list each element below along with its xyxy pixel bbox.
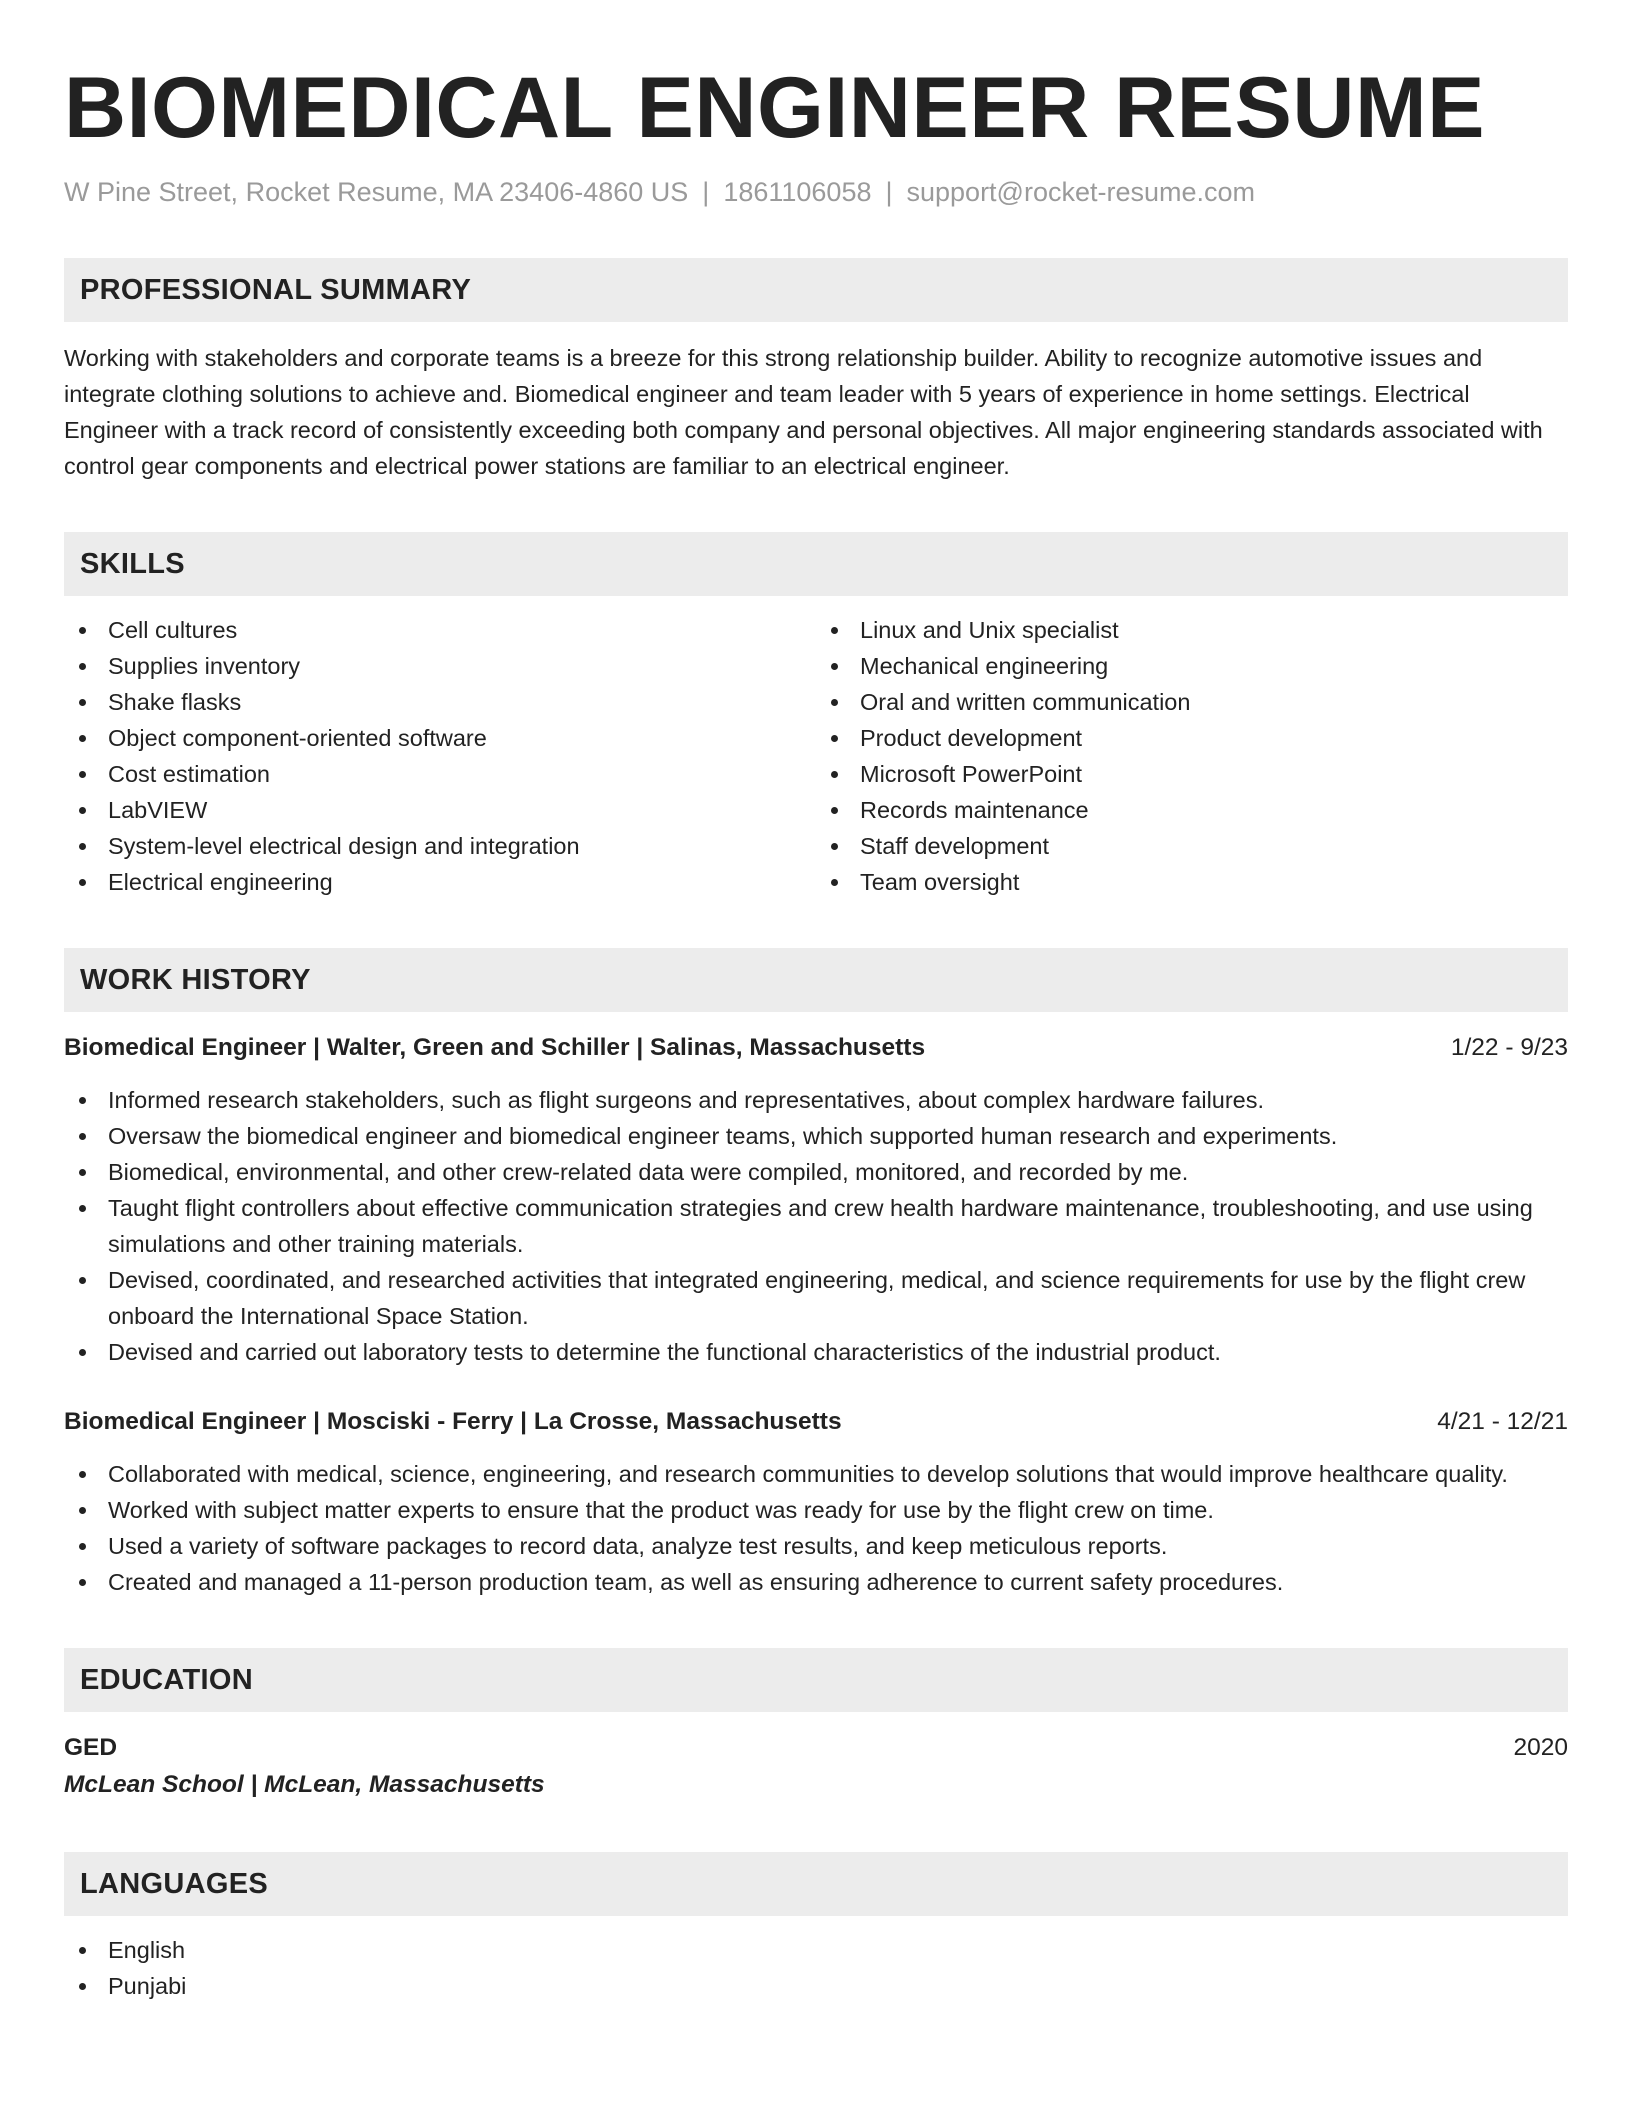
contact-separator: | xyxy=(885,177,893,207)
skill-item: Staff development xyxy=(816,828,1568,864)
job-bullets xyxy=(64,1456,1568,1600)
education-school: McLean School | McLean, Massachusetts xyxy=(64,1771,545,1798)
skill-item: Electrical engineering xyxy=(64,864,816,900)
education-degree: GED xyxy=(64,1734,118,1761)
languages-list xyxy=(64,1932,1568,2004)
section-header-summary xyxy=(64,258,1568,322)
job-bullet: Devised and carried out laboratory tests to determine the functional characteristics of the industrial product. xyxy=(64,1334,1568,1370)
job-header xyxy=(64,1404,1568,1440)
skill-item: Microsoft PowerPoint xyxy=(816,756,1568,792)
skill-item: Linux and Unix specialist xyxy=(816,612,1568,648)
skill-item: Records maintenance xyxy=(816,792,1568,828)
skill-item: Shake flasks xyxy=(64,684,816,720)
job-dates: 1/22 - 9/23 xyxy=(1450,1034,1568,1061)
skills-columns xyxy=(64,612,1568,900)
skill-item: Product development xyxy=(816,720,1568,756)
job-bullet: Devised, coordinated, and researched activities that integrated engineering, medical, and science requirements for use by the flight crew onboard the International Space Station. xyxy=(64,1262,1568,1334)
skill-item: Object component-oriented software xyxy=(64,720,816,756)
job-bullet: Oversaw the biomedical engineer and biomedical engineer teams, which supported human research and experiments. xyxy=(64,1118,1568,1154)
job-dates: 4/21 - 12/21 xyxy=(1437,1408,1568,1435)
section-title: SKILLS xyxy=(80,547,185,580)
section-header-work-history xyxy=(64,948,1568,1012)
job-entry xyxy=(64,1404,1568,1600)
skills-list-right xyxy=(816,612,1568,900)
skill-item: Cell cultures xyxy=(64,612,816,648)
section-header-skills xyxy=(64,532,1568,596)
resume-title: BIOMEDICAL ENGINEER RESUME xyxy=(64,60,1485,156)
job-bullet: Collaborated with medical, science, engineering, and research communities to develop solutions that would improve healthcare quality. xyxy=(64,1456,1568,1492)
section-header-languages xyxy=(64,1852,1568,1916)
job-bullets xyxy=(64,1082,1568,1370)
skill-item: System-level electrical design and integration xyxy=(64,828,816,864)
job-role: Biomedical Engineer | Walter, Green and Schiller | Salinas, Massachusetts xyxy=(64,1034,926,1061)
skills-list-left xyxy=(64,612,816,900)
job-bullet: Created and managed a 11-person production team, as well as ensuring adherence to current safety procedures. xyxy=(64,1564,1568,1600)
job-bullet: Informed research stakeholders, such as flight surgeons and representatives, about complex hardware failures. xyxy=(64,1082,1568,1118)
skill-item: LabVIEW xyxy=(64,792,816,828)
education-header xyxy=(64,1730,1568,1766)
skill-item: Oral and written communication xyxy=(816,684,1568,720)
contact-email: support@rocket-resume.com xyxy=(906,177,1256,207)
job-bullet: Taught flight controllers about effective communication strategies and crew health hardware maintenance, troubleshooting, and use using simulations and other training materials. xyxy=(64,1190,1568,1262)
summary-text: Working with stakeholders and corporate teams is a breeze for this strong relationship builder. Ability to recognize automotive issues and integrate clothing solutions to achieve and. Biomedical engineer and team leader with 5 years of experience in home settings. Electrical Engineer with a track record of consistently exceeding both company and personal objectives. All major engineering standards associated with control gear components and electrical power stations are familiar to an electrical engineer. xyxy=(64,345,1543,479)
section-title: WORK HISTORY xyxy=(80,963,311,996)
section-header-education xyxy=(64,1648,1568,1712)
skill-item: Supplies inventory xyxy=(64,648,816,684)
contact-address: W Pine Street, Rocket Resume, MA 23406-4860 US xyxy=(64,177,689,207)
language-item: English xyxy=(64,1932,1568,1968)
education-year: 2020 xyxy=(1513,1734,1568,1761)
section-title: EDUCATION xyxy=(80,1663,253,1696)
contact-phone: 1861106058 xyxy=(723,177,872,207)
language-item: Punjabi xyxy=(64,1968,1568,2004)
section-title: LANGUAGES xyxy=(80,1867,268,1900)
job-bullet: Used a variety of software packages to record data, analyze test results, and keep meticulous reports. xyxy=(64,1528,1568,1564)
job-bullet: Worked with subject matter experts to ensure that the product was ready for use by the flight crew on time. xyxy=(64,1492,1568,1528)
job-header xyxy=(64,1030,1568,1066)
section-title: PROFESSIONAL SUMMARY xyxy=(80,273,472,306)
skill-item: Cost estimation xyxy=(64,756,816,792)
job-role: Biomedical Engineer | Mosciski - Ferry | La Crosse, Massachusetts xyxy=(64,1408,842,1435)
skill-item: Team oversight xyxy=(816,864,1568,900)
job-entry xyxy=(64,1030,1568,1370)
contact-separator: | xyxy=(702,177,710,207)
contact-line xyxy=(64,174,1568,210)
skill-item: Mechanical engineering xyxy=(816,648,1568,684)
job-bullet: Biomedical, environmental, and other crew-related data were compiled, monitored, and recorded by me. xyxy=(64,1154,1568,1190)
